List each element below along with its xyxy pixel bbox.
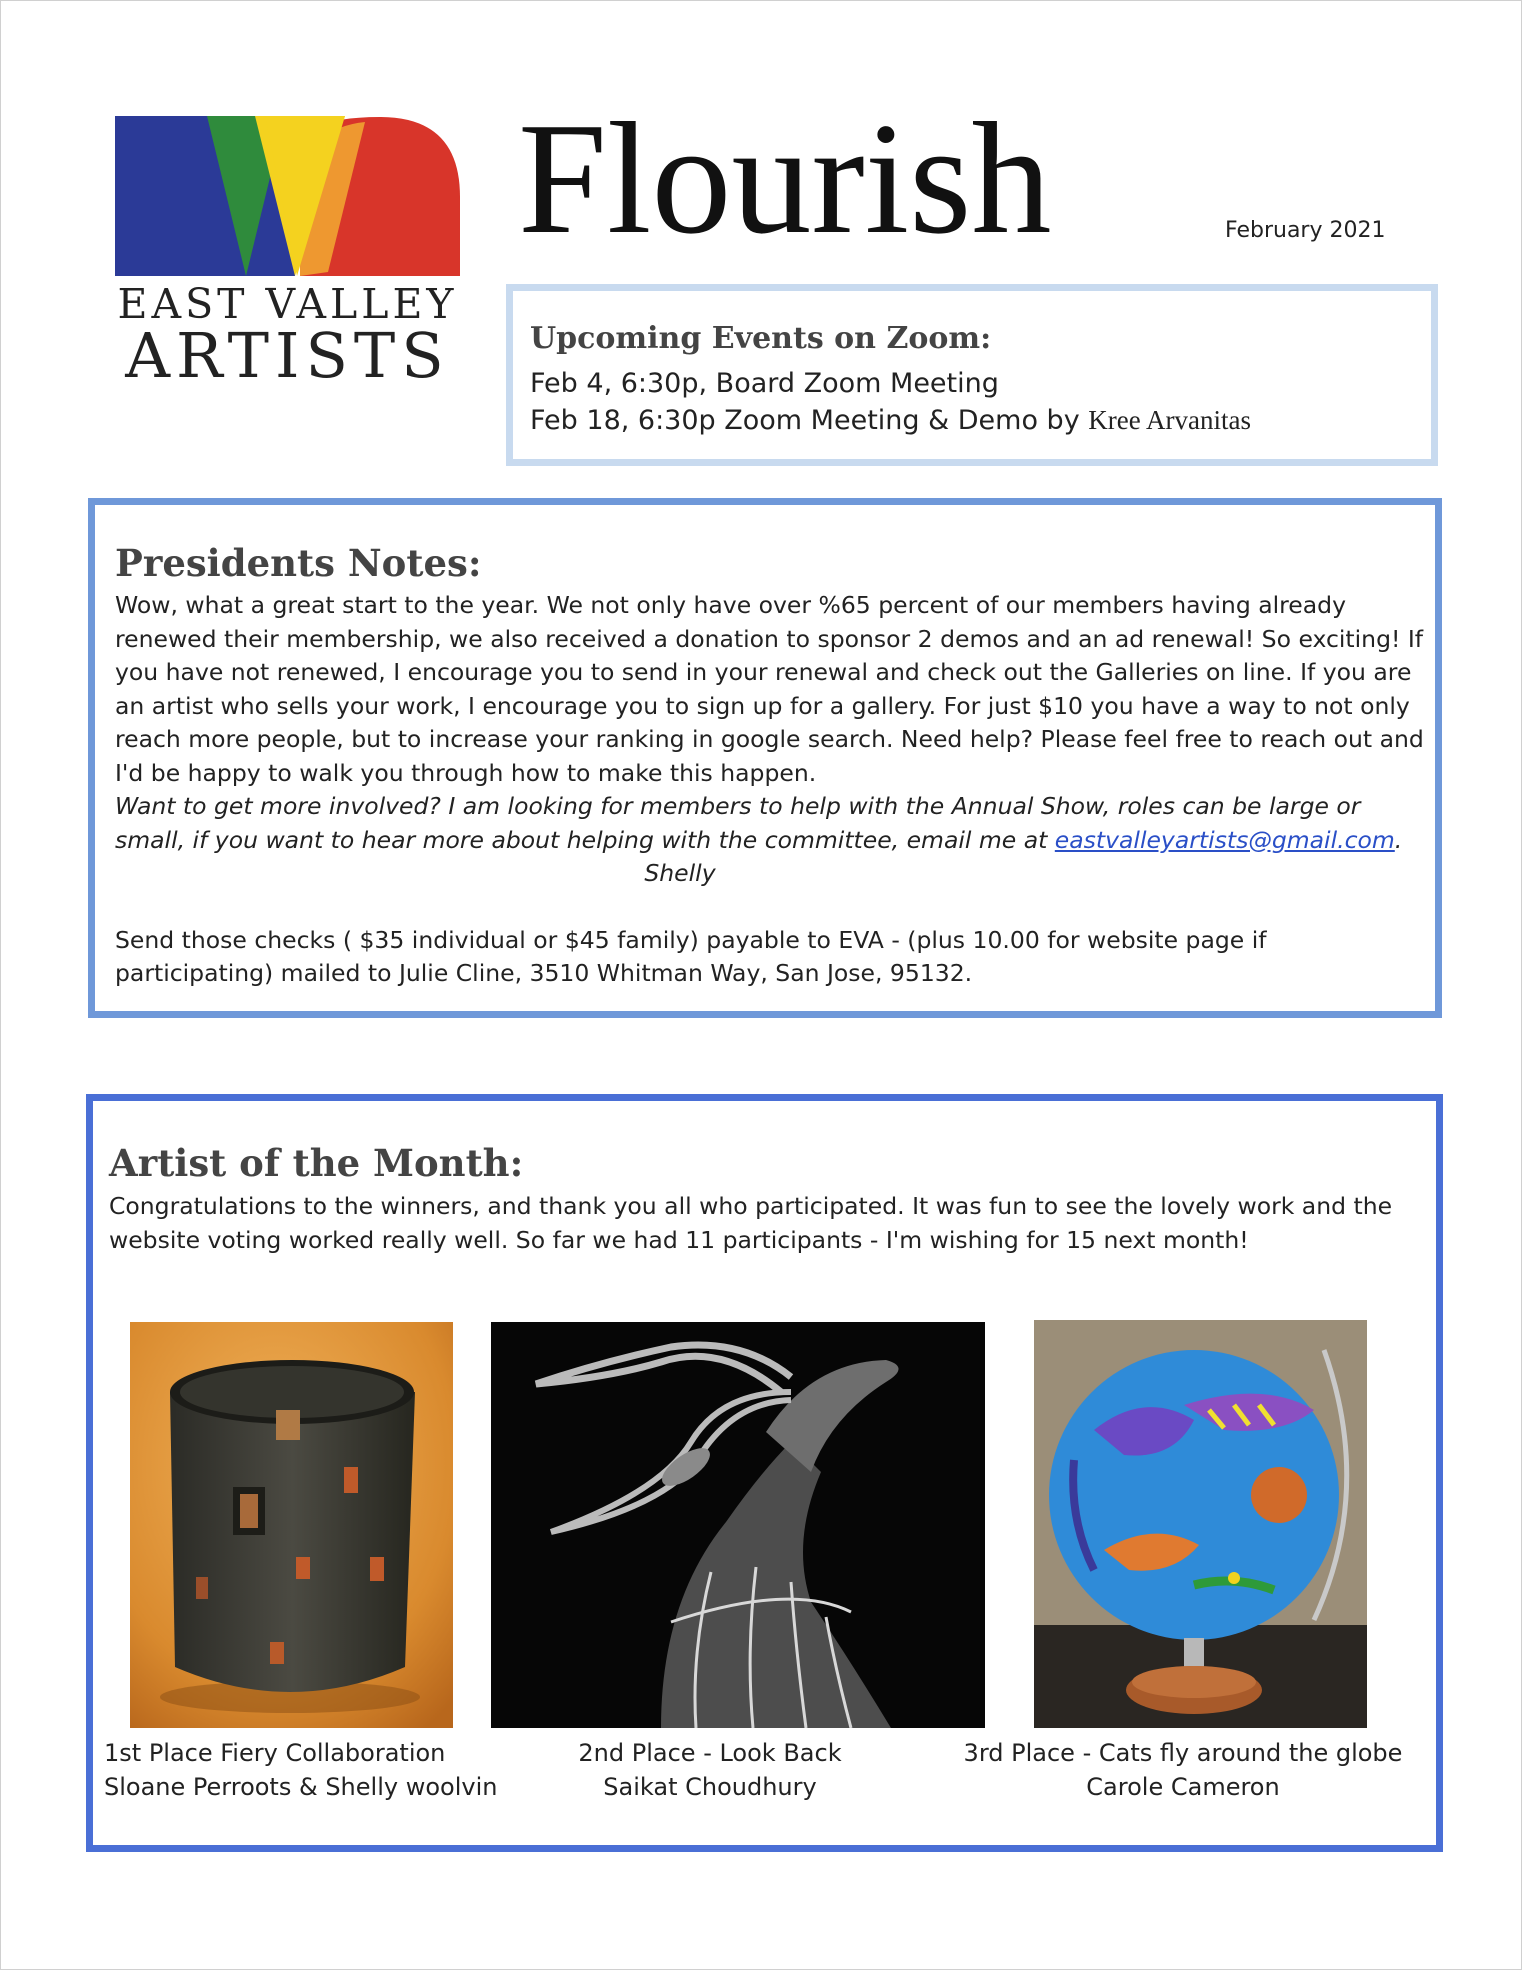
winner-place: 2nd Place - Look Back [578, 1739, 842, 1767]
winner-1-photo [130, 1322, 453, 1728]
winner-2-photo [491, 1322, 985, 1728]
winner-place: 1st Place Fiery Collaboration [104, 1739, 446, 1767]
get-involved-text: Want to get more involved? I am looking for members to help with the Annual Show, roles can be large or small, if you want to hear more about helping with the committee, email me at eastvalleyartists@gmail.com. [115, 792, 1403, 854]
event-item [530, 366, 1431, 402]
org-logo [115, 112, 460, 392]
event-text: Feb 4, 6:30p, Board Zoom Meeting [530, 368, 999, 399]
winner-1-caption [104, 1736, 508, 1804]
winner-3-photo [1034, 1320, 1367, 1728]
artist-of-month-body: Congratulations to the winners, and thank you all who participated. It was fun to see the lovely work and the website voting worked really well. So far we had 11 participants - I'm wishing for 15 next month! [109, 1192, 1393, 1254]
winner-place: 3rd Place - Cats fly around the globe [963, 1739, 1403, 1767]
events-heading: Upcoming Events on Zoom: [530, 321, 992, 356]
presidents-notes-box [88, 498, 1442, 1018]
winner-2-caption [540, 1736, 880, 1804]
logo-mark [115, 112, 460, 282]
event-item [530, 402, 1431, 439]
winner-artist: Carole Cameron [1086, 1773, 1280, 1801]
winner-3-caption [928, 1736, 1438, 1804]
email-link[interactable]: eastvalleyartists@gmail.com [1054, 825, 1395, 854]
get-involved-message: Want to get more involved? I am looking for members to help with the Annual Show, roles can be large or small, if you want to hear more about helping with the committee, email me at [115, 792, 1361, 854]
issue-date: February 2021 [1225, 218, 1386, 243]
winner-artist: Saikat Choudhury [603, 1773, 817, 1801]
org-name-line1: EAST VALLEY [117, 280, 458, 328]
event-text: Feb 18, 6:30p Zoom Meeting & Demo by [530, 405, 1089, 436]
org-name-line2: ARTISTS [125, 319, 450, 392]
artist-of-month-heading: Artist of the Month: [109, 1141, 524, 1185]
newsletter-title: Flourish [518, 89, 1052, 267]
presidents-notes-heading: Presidents Notes: [115, 541, 482, 585]
president-signature: Shelly [644, 859, 716, 887]
dues-text: Send those checks ( $35 individual or $45 family) payable to EVA - (plus 10.00 for website page if participating) mailed to Julie Cline, 3510 Whitman Way, San Jose, 95132. [115, 925, 1267, 987]
winner-artist: Sloane Perroots & Shelly woolvin [104, 1773, 498, 1801]
event-presenter: Kree Arvanitas [1088, 405, 1251, 435]
upcoming-events-box [506, 284, 1438, 466]
presidents-notes-body: Wow, what a great start to the year. We not only have over %65 percent of our members having already renewed their membership, we also received a donation to sponsor 2 demos and an ad renewal! So exciting! If you have not renewed, I encourage you to send in your renewal and check out the Galleries on line. If you are an artist who sells your work, I encourage you to sign up for a gallery. For just $10 you have a way to not only reach more people, but to increase your ranking in google search. Need help? Please feel free to reach out and I'd be happy to walk you through how to make this happen. [115, 591, 1424, 787]
